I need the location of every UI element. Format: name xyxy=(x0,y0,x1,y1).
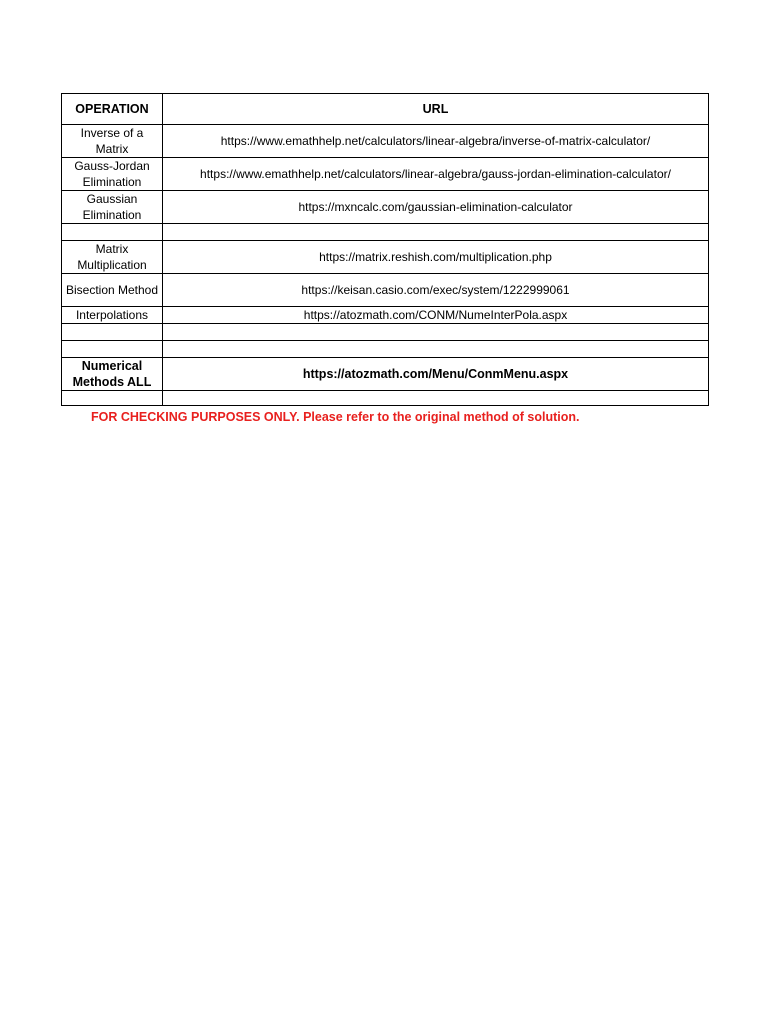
url-cell: https://atozmath.com/CONM/NumeInterPola.aspx xyxy=(163,307,709,324)
table-row xyxy=(62,241,709,274)
operation-cell: Bisection Method xyxy=(62,274,163,307)
url-cell xyxy=(163,341,709,358)
disclaimer-note: FOR CHECKING PURPOSES ONLY. Please refer to the original method of solution. xyxy=(91,410,580,424)
operation-cell xyxy=(62,324,163,341)
operation-cell xyxy=(62,224,163,241)
operations-table xyxy=(61,93,709,406)
table-row xyxy=(62,191,709,224)
operation-cell: Gaussian Elimination xyxy=(62,191,163,224)
operation-cell: Numerical Methods ALL xyxy=(62,358,163,391)
url-cell xyxy=(163,324,709,341)
url-cell xyxy=(163,224,709,241)
table-row-blank xyxy=(62,391,709,406)
url-cell: https://matrix.reshish.com/multiplication.php xyxy=(163,241,709,274)
url-cell: https://atozmath.com/Menu/ConmMenu.aspx xyxy=(163,358,709,391)
table-row xyxy=(62,307,709,324)
table-row xyxy=(62,125,709,158)
table-row-blank xyxy=(62,224,709,241)
operation-cell xyxy=(62,341,163,358)
operation-cell xyxy=(62,391,163,406)
operation-cell: Inverse of a Matrix xyxy=(62,125,163,158)
operation-cell: Matrix Multiplication xyxy=(62,241,163,274)
operation-column-header: OPERATION xyxy=(62,94,163,125)
table-row xyxy=(62,158,709,191)
table-row-blank xyxy=(62,324,709,341)
url-column-header: URL xyxy=(163,94,709,125)
url-cell: https://mxncalc.com/gaussian-elimination-calculator xyxy=(163,191,709,224)
operation-cell: Gauss-Jordan Elimination xyxy=(62,158,163,191)
url-cell: https://keisan.casio.com/exec/system/1222999061 xyxy=(163,274,709,307)
table-row-blank xyxy=(62,341,709,358)
operation-cell: Interpolations xyxy=(62,307,163,324)
table-header-row xyxy=(62,94,709,125)
url-cell: https://www.emathhelp.net/calculators/linear-algebra/gauss-jordan-elimination-calculator/ xyxy=(163,158,709,191)
table-row xyxy=(62,274,709,307)
url-cell: https://www.emathhelp.net/calculators/linear-algebra/inverse-of-matrix-calculator/ xyxy=(163,125,709,158)
url-cell xyxy=(163,391,709,406)
table-row-highlight xyxy=(62,358,709,391)
